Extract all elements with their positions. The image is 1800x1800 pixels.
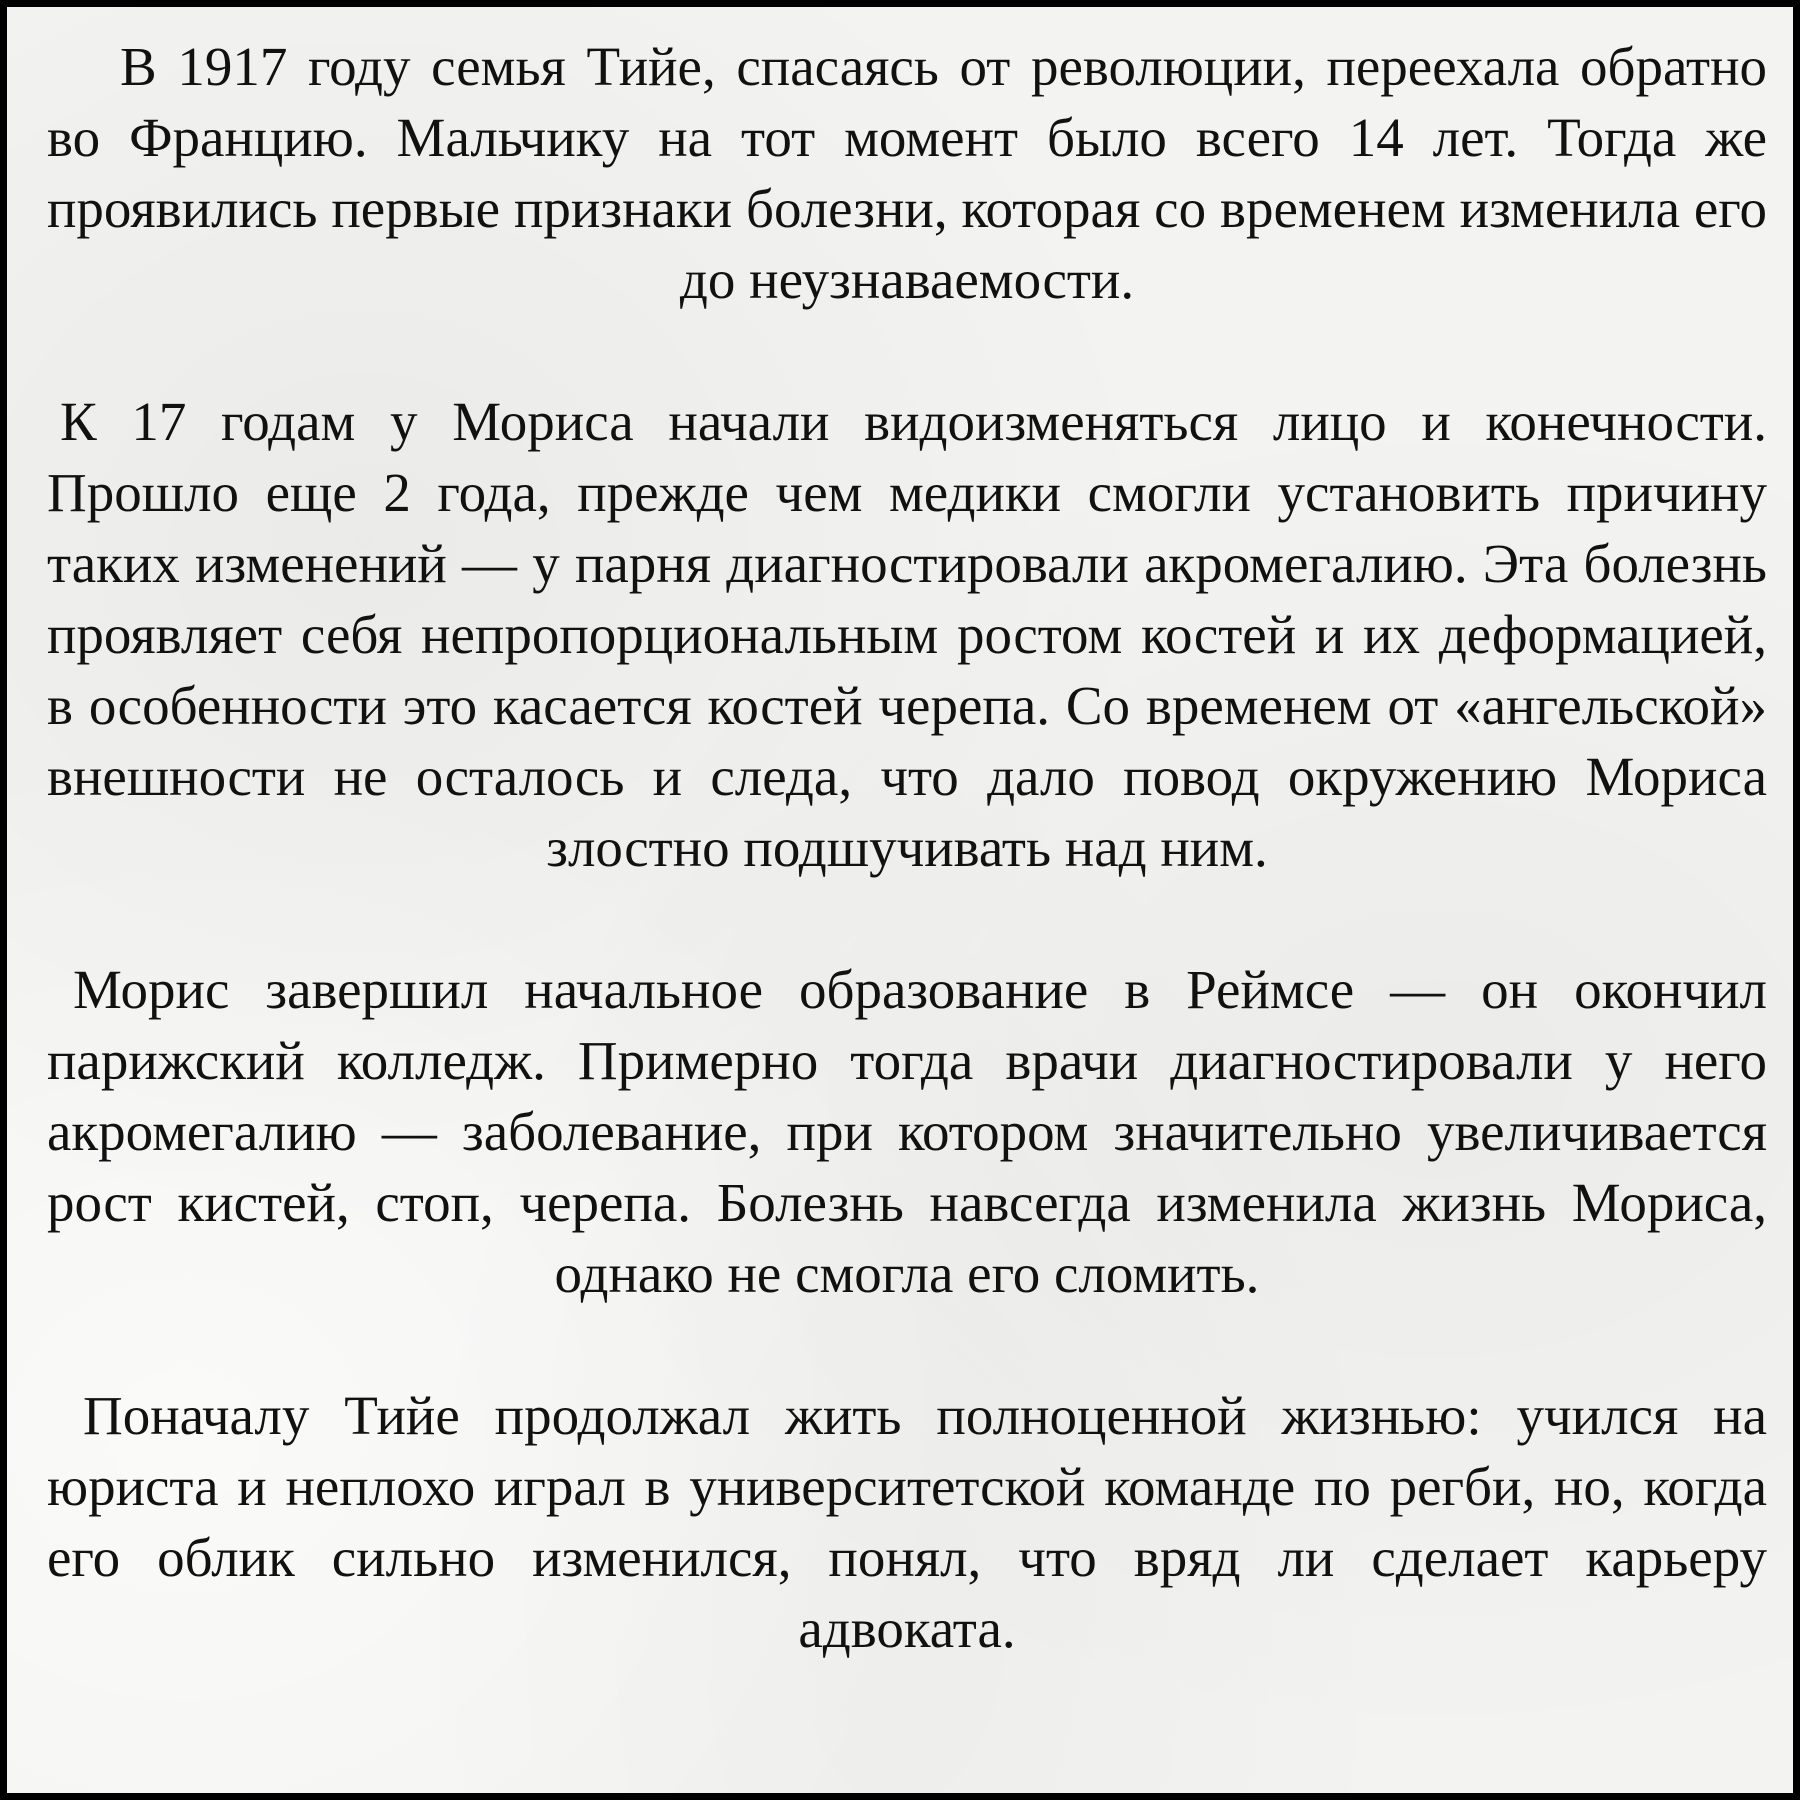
paragraph-1: В 1917 году семья Тийе, спасаясь от революции, переехала обратно во Францию. Мальчику на тот момент было всего 14 лет. Тогда же проявились первые признаки болезни, которая со временем изменила его до неузнаваемости. [47,36,1767,310]
text-block [47,31,1767,1664]
paragraph-2: К 17 годам у Мориса начали видоизменяться лицо и конечности. Прошло еще 2 года, прежде чем медики смогли установить причину таких изменений — у парня диагностировали акромегалию. Эта болезнь проявляет себя непропорциональным ростом костей и их деформацией, в особенности это касается костей черепа. Со временем от «ангельской» внешности не осталось и следа, что дало повод окружению Мориса злостно подшучивать над ним. [47,391,1767,878]
paragraph-3: Морис завершил начальное образование в Реймсе — он окончил парижский колледж. Примерно тогда врачи диагностировали у него акромегалию — заболевание, при котором значительно увеличивается рост кистей, стоп, черепа. Болезнь навсегда изменила жизнь Мориса, однако не смогла его сломить. [47,959,1767,1304]
paragraph-4: Поначалу Тийе продолжал жить полноценной жизнью: учился на юриста и неплохо играл в университетской команде по регби, но, когда его облик сильно изменился, понял, что вряд ли сделает карьеру адвоката. [47,1385,1767,1659]
